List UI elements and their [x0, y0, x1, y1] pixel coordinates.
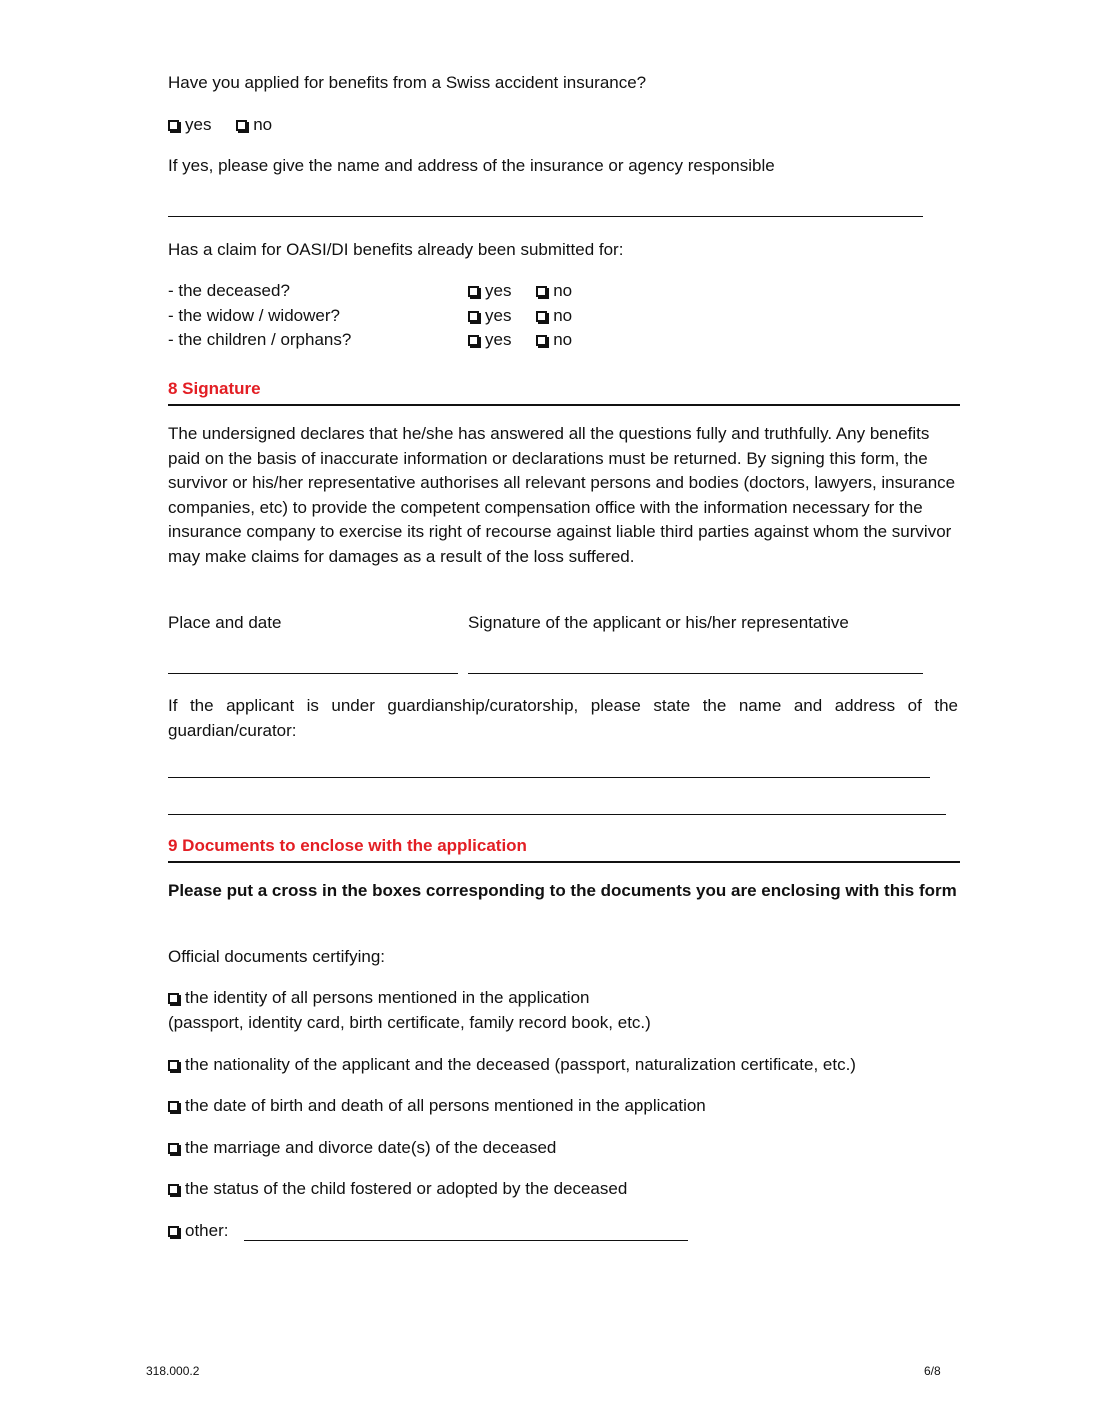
oasi-widow-yes-checkbox[interactable]: yes	[468, 306, 511, 326]
checkbox-icon	[168, 1101, 179, 1112]
checkbox-icon	[168, 120, 179, 131]
official-documents-label: Official documents certifying:	[168, 947, 385, 966]
oasi-row-widow-label: - the widow / widower?	[168, 306, 340, 325]
swiss-accident-yes-checkbox[interactable]: yes	[168, 115, 211, 135]
if-yes-instruction: If yes, please give the name and address of the insurance or agency responsible	[168, 156, 775, 175]
doc-marriage-divorce-item[interactable]: the marriage and divorce date(s) of the deceased	[168, 1138, 556, 1158]
doc-other-item[interactable]: other:	[168, 1221, 228, 1241]
guardian-field-line-2[interactable]	[168, 814, 946, 815]
checkbox-icon	[168, 993, 179, 1004]
documents-instruction: Please put a cross in the boxes corresponding to the documents you are enclosing with this form	[168, 881, 957, 900]
section-8-divider	[168, 404, 960, 406]
guardian-instruction: If the applicant is under guardianship/curatorship, please state the name and address of the guardian/curator:	[168, 696, 958, 740]
oasi-row-children-label: - the children / orphans?	[168, 330, 352, 349]
doc-identity-detail: (passport, identity card, birth certificate, family record book, etc.)	[168, 1013, 651, 1032]
oasi-row-widow-options	[468, 306, 572, 327]
checkbox-icon	[536, 286, 547, 297]
checkbox-icon	[468, 311, 479, 322]
checkbox-icon	[236, 120, 247, 131]
swiss-accident-question: Have you applied for benefits from a Swiss accident insurance?	[168, 73, 647, 92]
checkbox-icon	[168, 1060, 179, 1071]
oasi-widow-no-checkbox[interactable]: no	[536, 306, 572, 326]
page-number: 6/8	[924, 1364, 941, 1378]
oasi-row-deceased-options	[468, 281, 572, 302]
oasi-question: Has a claim for OASI/DI benefits already been submitted for:	[168, 240, 624, 259]
checkbox-icon	[168, 1143, 179, 1154]
signature-field[interactable]	[468, 673, 923, 674]
checkbox-icon	[468, 335, 479, 346]
checkbox-icon	[168, 1184, 179, 1195]
doc-identity-item[interactable]: the identity of all persons mentioned in the application	[168, 988, 589, 1008]
section-9-heading: 9 Documents to enclose with the application	[168, 836, 527, 855]
oasi-deceased-no-checkbox[interactable]: no	[536, 281, 572, 301]
oasi-deceased-yes-checkbox[interactable]: yes	[468, 281, 511, 301]
doc-other-field[interactable]	[244, 1240, 688, 1241]
checkbox-icon	[536, 311, 547, 322]
oasi-row-deceased-label: - the deceased?	[168, 281, 290, 300]
doc-child-status-item[interactable]: the status of the child fostered or adopted by the deceased	[168, 1179, 627, 1199]
checkbox-icon	[468, 286, 479, 297]
swiss-accident-options	[168, 115, 272, 136]
checkbox-icon	[168, 1226, 179, 1237]
oasi-row-children-options	[468, 330, 572, 351]
doc-nationality-item[interactable]: the nationality of the applicant and the deceased (passport, naturalization certificate, etc.)	[168, 1055, 856, 1075]
doc-birth-death-item[interactable]: the date of birth and death of all persons mentioned in the application	[168, 1096, 706, 1116]
oasi-children-no-checkbox[interactable]: no	[536, 330, 572, 350]
oasi-children-yes-checkbox[interactable]: yes	[468, 330, 511, 350]
swiss-accident-no-checkbox[interactable]: no	[236, 115, 272, 135]
guardian-field-line-1[interactable]	[168, 777, 930, 778]
section-9-divider	[168, 861, 960, 863]
signature-declaration: The undersigned declares that he/she has answered all the questions fully and truthfully. Any benefits paid on the basis of inaccurate information or declarations must be returned. By signing this form, the survivor or his/her representative authorises all relevant persons and bodies (doctors, lawyers, insurance companies, etc) to provide the competent compensation office with the information necessary for the insurance company to exercise its right of recourse against liable third parties against whom the survivor may make claims for damages as a result of the loss suffered.	[168, 424, 956, 566]
place-date-label: Place and date	[168, 613, 282, 632]
place-date-field[interactable]	[168, 673, 458, 674]
section-8-heading: 8 Signature	[168, 379, 261, 398]
checkbox-icon	[536, 335, 547, 346]
insurance-name-address-field[interactable]	[168, 216, 923, 217]
form-number: 318.000.2	[146, 1364, 200, 1378]
signature-label: Signature of the applicant or his/her representative	[468, 613, 849, 632]
